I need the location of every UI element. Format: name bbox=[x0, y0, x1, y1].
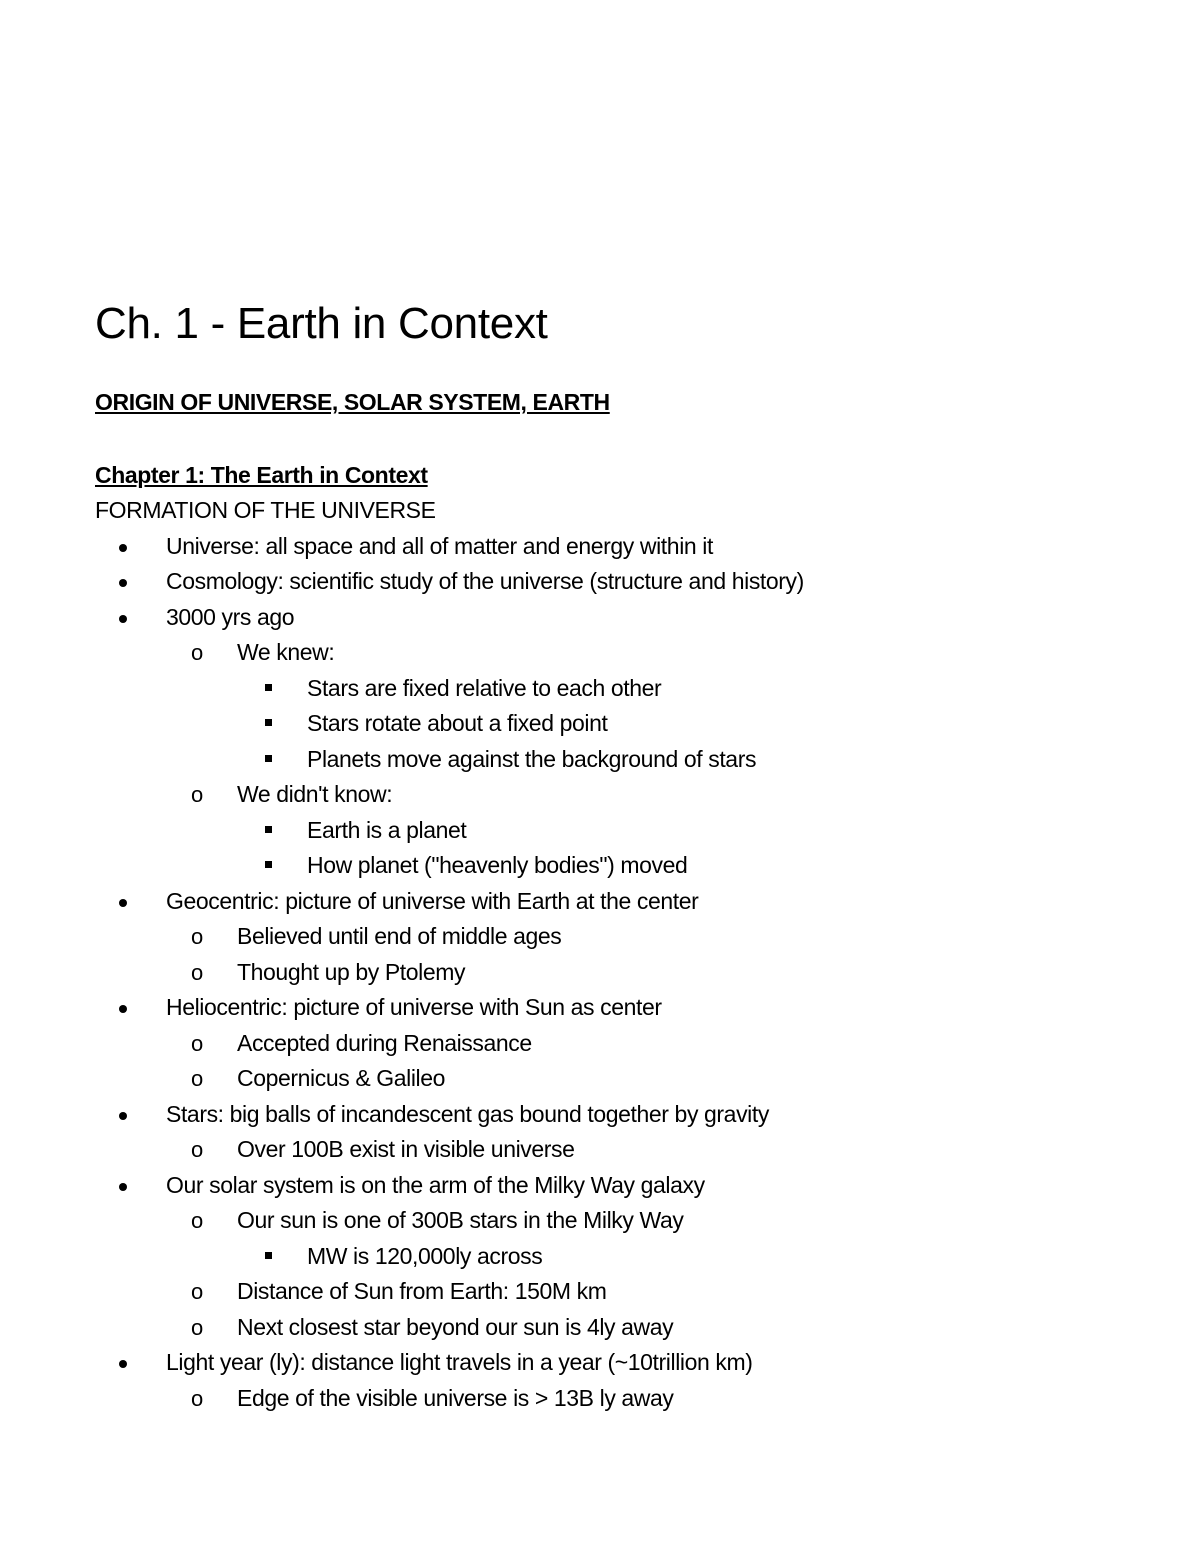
list-item bbox=[95, 1061, 1135, 1097]
list-item-text: Accepted during Renaissance bbox=[237, 1029, 532, 1056]
list-item bbox=[95, 706, 1135, 742]
list-item-text: Stars are fixed relative to each other bbox=[307, 674, 662, 701]
list-item bbox=[95, 1381, 1135, 1417]
bullet-dot-icon bbox=[119, 615, 127, 623]
list-item-text: Over 100B exist in visible universe bbox=[237, 1136, 575, 1162]
bullet-square-icon bbox=[265, 826, 272, 833]
bullet-circle-icon: o bbox=[191, 1208, 203, 1233]
list-item bbox=[95, 1310, 1135, 1346]
bullet-circle-icon: o bbox=[191, 782, 203, 807]
list-item-text: Cosmology: scientific study of the universe (structure and history) bbox=[166, 568, 804, 594]
bullet-circle-icon: o bbox=[191, 1314, 203, 1340]
bullet-dot-icon bbox=[119, 544, 127, 552]
list-item bbox=[95, 635, 1135, 671]
list-item-text: Earth is a planet bbox=[307, 816, 467, 843]
bullet-dot-icon bbox=[119, 1112, 127, 1120]
list-item-text: Our sun is one of 300B stars in the Milky Way bbox=[237, 1207, 684, 1233]
list-item-text: Geocentric: picture of universe with Earth at the center bbox=[166, 887, 699, 914]
list-item bbox=[95, 671, 1135, 707]
list-item-text: Edge of the visible universe is > 13B ly away bbox=[237, 1384, 674, 1411]
list-item bbox=[95, 884, 1135, 920]
list-item bbox=[95, 1239, 1135, 1275]
bullet-square-icon bbox=[265, 719, 272, 726]
chapter-heading: Chapter 1: The Earth in Context bbox=[95, 462, 428, 488]
bullet-dot-icon bbox=[119, 1360, 127, 1368]
list-item bbox=[95, 990, 1135, 1026]
list-item-text: Light year (ly): distance light travels in a year (~10trillion km) bbox=[166, 1349, 753, 1375]
bullet-dot-icon bbox=[119, 579, 127, 587]
list-item bbox=[95, 777, 1135, 813]
list-item bbox=[95, 1132, 1135, 1168]
list-item-text: 3000 yrs ago bbox=[166, 603, 295, 630]
bullet-square-icon bbox=[265, 1252, 272, 1259]
bullet-circle-icon: o bbox=[191, 1279, 203, 1304]
bullet-square-icon bbox=[265, 861, 272, 868]
list-item bbox=[95, 742, 1135, 778]
bullet-dot-icon bbox=[119, 899, 127, 907]
list-item bbox=[95, 1345, 1135, 1381]
bullet-circle-icon: o bbox=[191, 1066, 203, 1091]
list-item-text: We didn't know: bbox=[237, 781, 393, 807]
list-item-text: How planet ("heavenly bodies") moved bbox=[307, 852, 688, 878]
bullet-circle-icon: o bbox=[191, 640, 203, 665]
document-page bbox=[95, 296, 1135, 1416]
list-item-text: Next closest star beyond our sun is 4ly away bbox=[237, 1313, 674, 1340]
bullet-circle-icon: o bbox=[191, 924, 203, 949]
bullet-circle-icon: o bbox=[191, 1385, 203, 1411]
list-item-text: Stars: big balls of incandescent gas bound together by gravity bbox=[166, 1100, 769, 1127]
list-item bbox=[95, 955, 1135, 991]
list-item-text: Copernicus & Galileo bbox=[237, 1065, 446, 1091]
list-item bbox=[95, 1097, 1135, 1133]
list-item-text: Thought up by Ptolemy bbox=[237, 958, 466, 985]
list-item-text: Universe: all space and all of matter and energy within it bbox=[166, 532, 713, 559]
list-item bbox=[95, 848, 1135, 884]
list-item bbox=[95, 813, 1135, 849]
list-item-text: Distance of Sun from Earth: 150M km bbox=[237, 1278, 607, 1304]
section-heading: ORIGIN OF UNIVERSE, SOLAR SYSTEM, EARTH bbox=[95, 389, 610, 415]
list-item bbox=[95, 1274, 1135, 1310]
subheading: FORMATION OF THE UNIVERSE bbox=[95, 497, 436, 523]
list-item-text: Heliocentric: picture of universe with Sun as center bbox=[166, 994, 662, 1020]
list-item bbox=[95, 1203, 1135, 1239]
list-item-text: Our solar system is on the arm of the Milky Way galaxy bbox=[166, 1171, 705, 1198]
list-item bbox=[95, 529, 1135, 565]
list-item-text: Stars rotate about a fixed point bbox=[307, 710, 608, 736]
list-item bbox=[95, 564, 1135, 600]
bullet-circle-icon: o bbox=[191, 1137, 203, 1162]
list-item-text: We knew: bbox=[237, 639, 335, 665]
bullet-outline bbox=[95, 529, 1135, 1417]
list-item-text: MW is 120,000ly across bbox=[307, 1242, 543, 1269]
list-item bbox=[95, 1168, 1135, 1204]
page-title: Ch. 1 - Earth in Context bbox=[95, 299, 548, 348]
bullet-circle-icon: o bbox=[191, 959, 203, 985]
bullet-dot-icon bbox=[119, 1005, 127, 1013]
list-item bbox=[95, 600, 1135, 636]
bullet-dot-icon bbox=[119, 1183, 127, 1191]
list-item bbox=[95, 919, 1135, 955]
bullet-square-icon bbox=[265, 684, 272, 691]
bullet-circle-icon: o bbox=[191, 1030, 203, 1056]
list-item bbox=[95, 1026, 1135, 1062]
bullet-square-icon bbox=[265, 755, 272, 762]
list-item-text: Believed until end of middle ages bbox=[237, 923, 562, 949]
list-item-text: Planets move against the background of stars bbox=[307, 745, 757, 772]
